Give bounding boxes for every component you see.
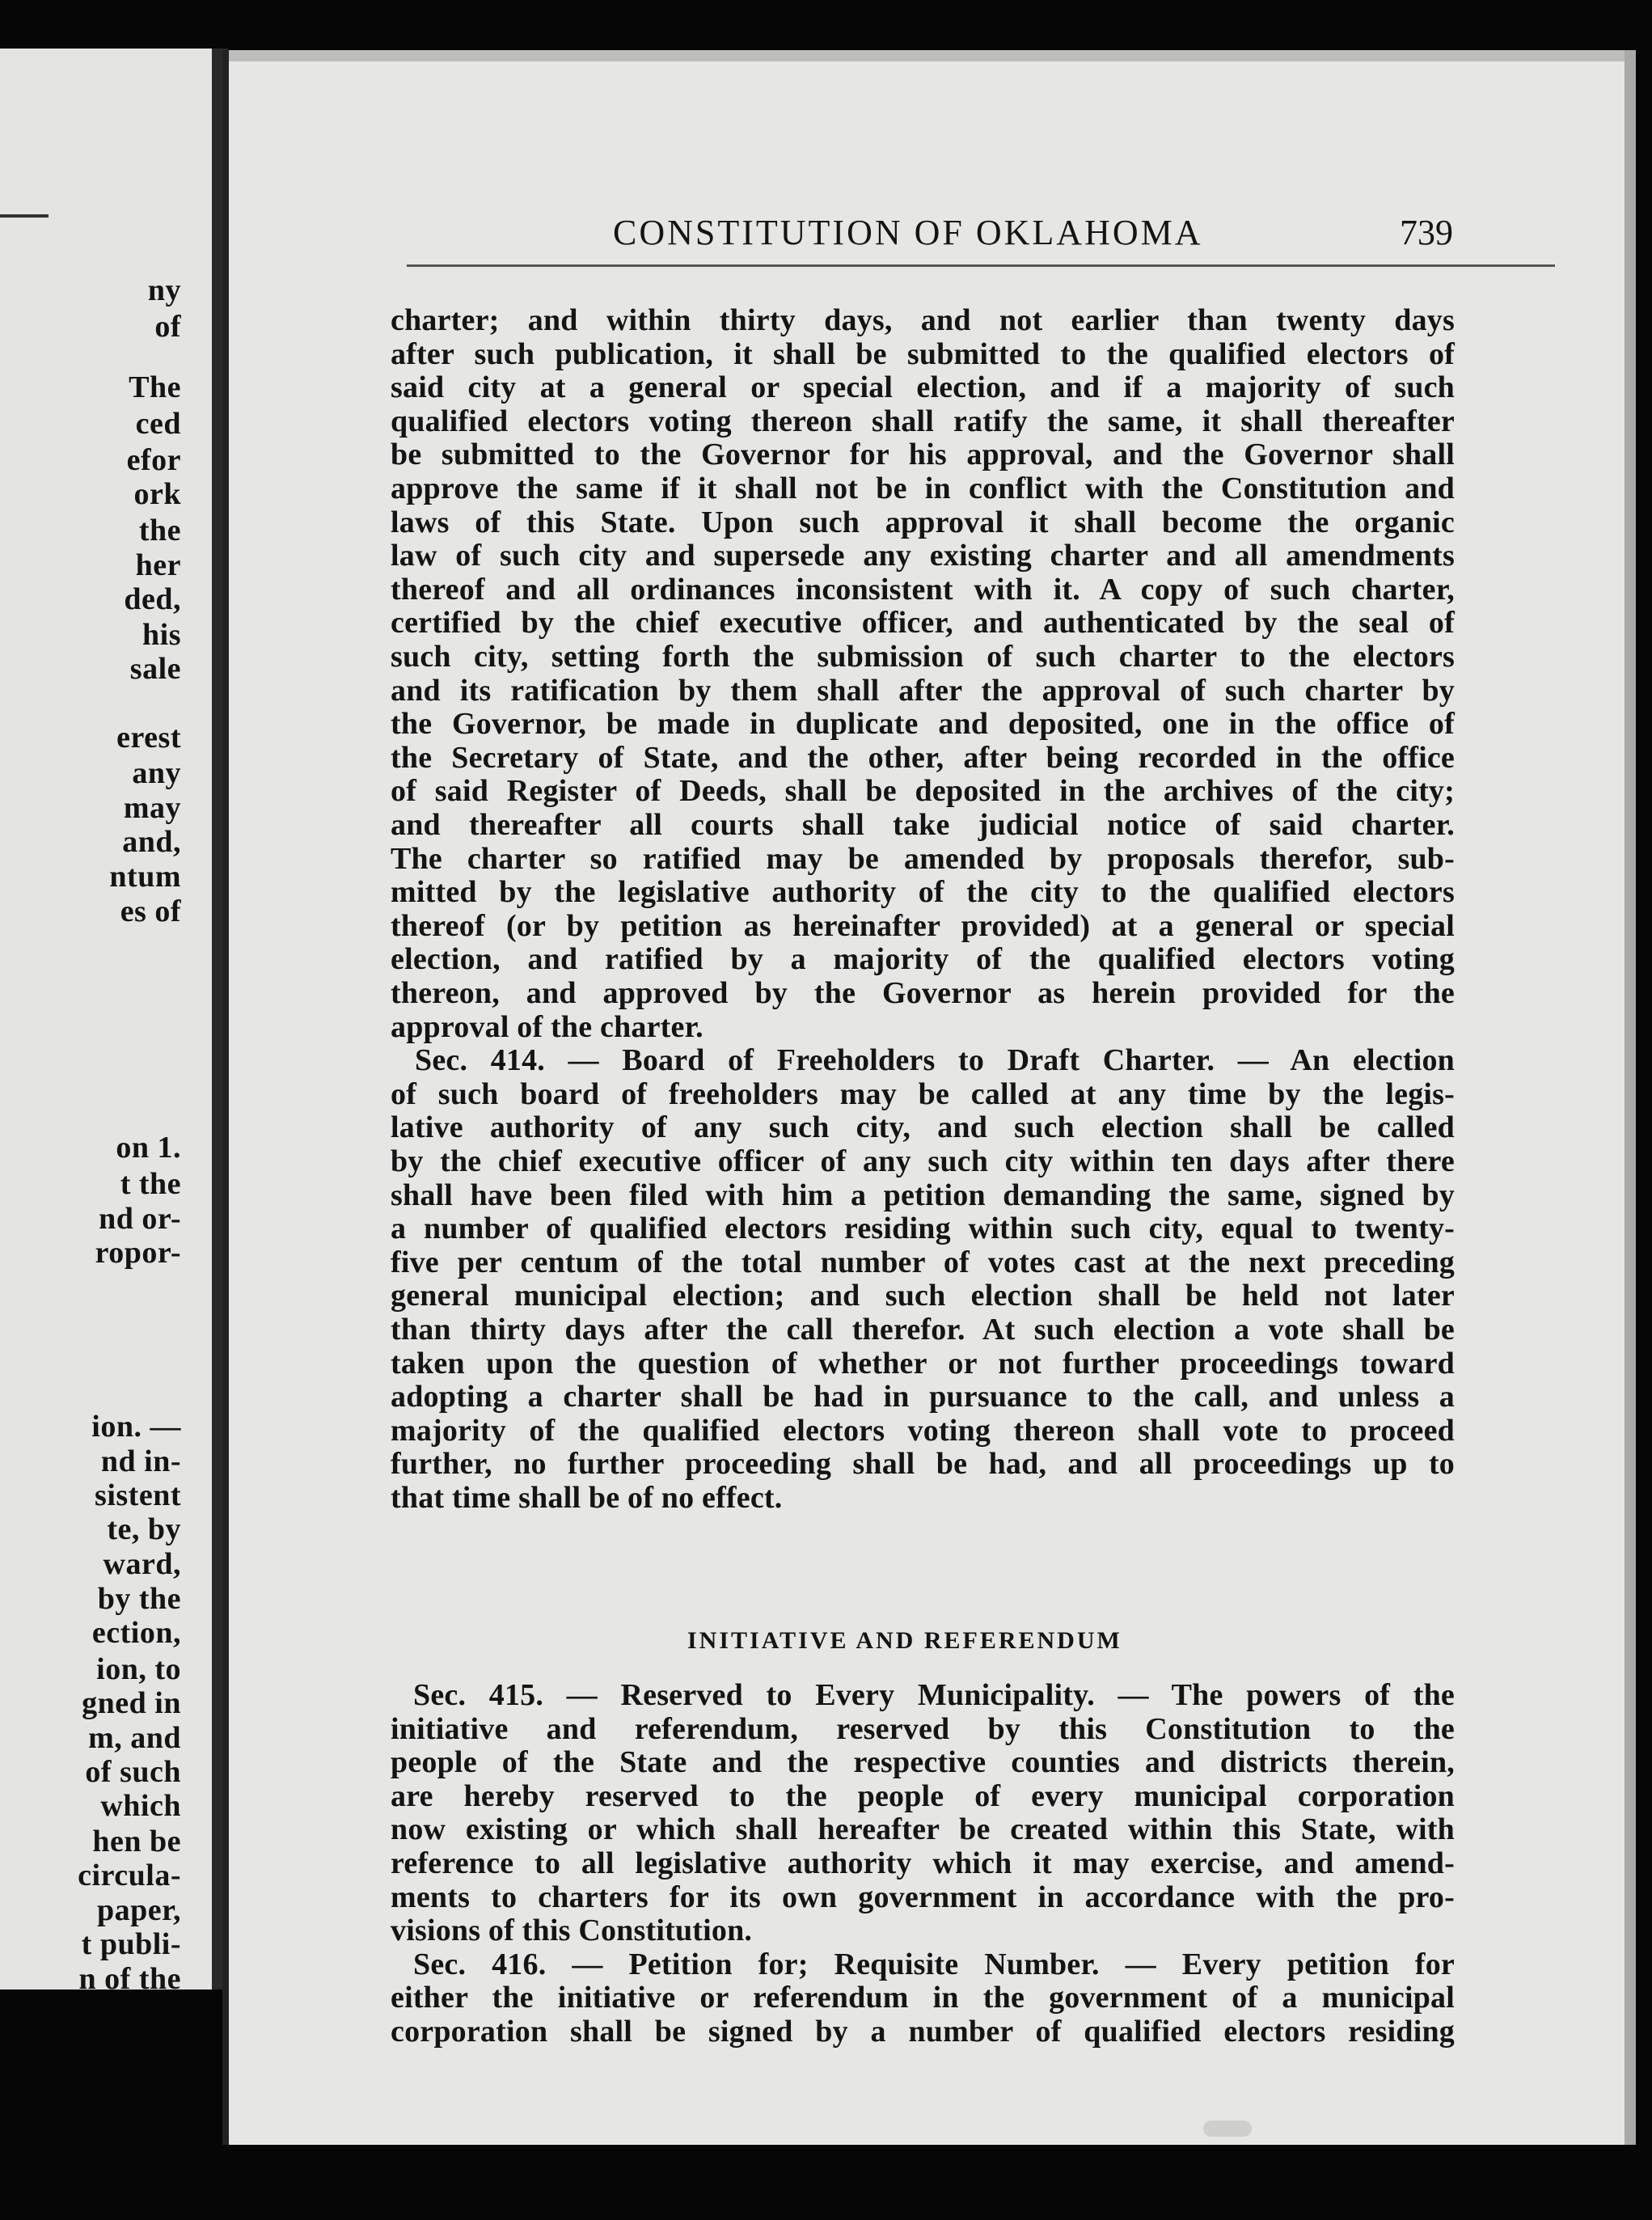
- body-line: charter; and within thirty days, and not earlier than twenty days: [391, 303, 1455, 337]
- left-page-line: ny: [147, 273, 181, 307]
- left-page-line: efor: [126, 443, 181, 477]
- body-line: such city, setting forth the submission of such charter to the electors: [391, 640, 1455, 674]
- body-line: reference to all legislative authority which it may exercise, and amend-: [391, 1846, 1455, 1880]
- left-page-line: es of: [120, 894, 181, 928]
- left-page-line: ion. —: [91, 1410, 181, 1444]
- left-page-line: circula-: [78, 1858, 181, 1892]
- body-line: of said Register of Deeds, shall be deposited in the archives of the city;: [391, 774, 1455, 809]
- left-page-line: te, by: [107, 1512, 181, 1546]
- body-line: corporation shall be signed by a number of qualified electors residing: [391, 2015, 1455, 2049]
- left-page-line: ntum: [109, 860, 181, 894]
- body-line: now existing or which shall hereafter be created within this State, with: [391, 1812, 1455, 1847]
- body-line: people of the State and the respective counties and districts therein,: [391, 1745, 1455, 1780]
- body-line: by the chief executive officer of any such city within ten days after there: [391, 1144, 1455, 1178]
- page-blemish: [1203, 2121, 1252, 2137]
- body-line: thereof (or by petition as hereinafter provided) at a general or special: [391, 908, 1455, 943]
- page-top-edge: [229, 50, 1636, 61]
- body-line: be submitted to the Governor for his approval, and the Governor shall: [391, 438, 1455, 472]
- header-rule: [407, 264, 1555, 267]
- body-line: Sec. 416. — Petition for; Requisite Number. — Every petition for: [413, 1947, 1455, 1981]
- left-page-line: paper,: [96, 1893, 181, 1927]
- left-page-line: ection,: [91, 1616, 181, 1650]
- body-line: that time shall be of no effect.: [391, 1481, 783, 1515]
- left-page-line: which: [100, 1789, 181, 1823]
- body-line: are hereby reserved to the people of every municipal corporation: [391, 1778, 1455, 1813]
- body-line: than thirty days after the call therefor. At such election a vote shall be: [391, 1313, 1455, 1347]
- body-line: thereon, and approved by the Governor as herein provided for the: [391, 976, 1455, 1010]
- main-page: [222, 50, 1636, 2145]
- body-line: lative authority of any such city, and such election shall be called: [391, 1110, 1455, 1145]
- running-header-title: CONSTITUTION OF OKLAHOMA: [613, 213, 1203, 252]
- left-page-line: ward,: [103, 1547, 181, 1581]
- left-page-line: sale: [129, 652, 181, 686]
- section-heading: INITIATIVE AND REFERENDUM: [687, 1627, 1122, 1654]
- body-line: the Secretary of State, and the other, after being recorded in the office: [391, 740, 1455, 775]
- left-page-line: hen be: [92, 1825, 181, 1858]
- page-right-edge: [1625, 50, 1636, 2145]
- left-page-line: ork: [133, 477, 181, 511]
- body-line: approve the same if it shall not be in conflict with the Constitution and: [391, 471, 1455, 505]
- left-page-line: ded,: [124, 582, 181, 616]
- left-page-line: nd in-: [100, 1444, 181, 1478]
- left-page-line: and,: [122, 825, 181, 859]
- body-line: taken upon the question of whether or not further proceedings toward: [391, 1346, 1455, 1381]
- body-line: law of such city and supersede any existing charter and all amendments: [391, 539, 1455, 573]
- left-page-line: erest: [116, 721, 181, 755]
- left-page-line: her: [135, 548, 181, 582]
- left-page-line: his: [142, 618, 181, 652]
- body-line: thereof and all ordinances inconsistent with it. A copy of such charter,: [391, 572, 1455, 607]
- body-line: after such publication, it shall be submitted to the qualified electors of: [391, 336, 1455, 371]
- left-page-line: m, and: [88, 1721, 181, 1755]
- body-line: the Governor, be made in duplicate and deposited, one in the office of: [391, 707, 1455, 742]
- page-number: 739: [1400, 213, 1453, 252]
- body-line: certified by the chief executive officer, and authenticated by the seal of: [391, 606, 1455, 641]
- left-page-line: ion, to: [96, 1652, 181, 1686]
- left-page-line: sistent: [95, 1478, 181, 1512]
- body-line: election, and ratified by a majority of the qualified electors voting: [391, 942, 1455, 977]
- left-page-line: t publi-: [81, 1927, 181, 1961]
- left-page-line: on 1.: [116, 1131, 181, 1165]
- left-page-line: may: [123, 791, 181, 825]
- body-line: ments to charters for its own government in accordance with the pro-: [391, 1880, 1455, 1914]
- left-page-line: any: [132, 756, 181, 790]
- body-line: mitted by the legislative authority of the city to the qualified electors: [391, 875, 1455, 910]
- body-line: approval of the charter.: [391, 1009, 703, 1044]
- left-page-line: t the: [120, 1167, 181, 1201]
- body-line: visions of this Constitution.: [391, 1913, 753, 1948]
- body-line: Sec. 415. — Reserved to Every Municipality. — The powers of the: [413, 1678, 1455, 1712]
- body-line: and its ratification by them shall after the approval of such charter by: [391, 673, 1455, 708]
- left-page-line: by the: [97, 1582, 181, 1616]
- left-page-line: gned in: [82, 1686, 181, 1720]
- left-page-line: ced: [135, 407, 181, 441]
- body-line: either the initiative or referendum in the government of a municipal: [391, 1981, 1455, 2015]
- body-line: shall have been filed with him a petition demanding the same, signed by: [391, 1178, 1455, 1212]
- left-page-line: nd or-: [99, 1202, 181, 1236]
- body-line: five per centum of the total number of votes cast at the next preceding: [391, 1245, 1455, 1279]
- body-line: Sec. 414. — Board of Freeholders to Draft Charter. — An election: [415, 1043, 1455, 1078]
- left-page-line: the: [138, 514, 181, 548]
- body-line: said city at a general or special election, and if a majority of such: [391, 370, 1455, 405]
- body-line: a number of qualified electors residing within such city, equal to twenty-: [391, 1211, 1455, 1246]
- left-facing-page: [0, 49, 217, 1996]
- left-page-line: n of the: [78, 1962, 181, 1996]
- body-line: further, no further proceeding shall be had, and all proceedings up to: [391, 1447, 1455, 1482]
- left-page-rule: [0, 214, 49, 218]
- body-line: and thereafter all courts shall take judicial notice of said charter.: [391, 808, 1455, 842]
- body-line: majority of the qualified electors voting thereon shall vote to proceed: [391, 1413, 1455, 1448]
- body-line: general municipal election; and such election shall be held not later: [391, 1279, 1455, 1313]
- left-page-line: The: [129, 370, 181, 404]
- left-page-line: of such: [85, 1755, 181, 1789]
- left-page-line: of: [154, 310, 181, 344]
- body-line: of such board of freeholders may be called at any time by the legis-: [391, 1076, 1455, 1111]
- body-line: initiative and referendum, reserved by this Constitution to the: [391, 1711, 1455, 1746]
- body-line: The charter so ratified may be amended by proposals therefor, sub-: [391, 841, 1455, 876]
- body-line: adopting a charter shall be had in pursuance to the call, and unless a: [391, 1380, 1455, 1414]
- body-line: qualified electors voting thereon shall ratify the same, it shall thereafter: [391, 404, 1455, 438]
- body-line: laws of this State. Upon such approval it shall become the organic: [391, 505, 1455, 539]
- left-page-line: ropor-: [95, 1236, 181, 1270]
